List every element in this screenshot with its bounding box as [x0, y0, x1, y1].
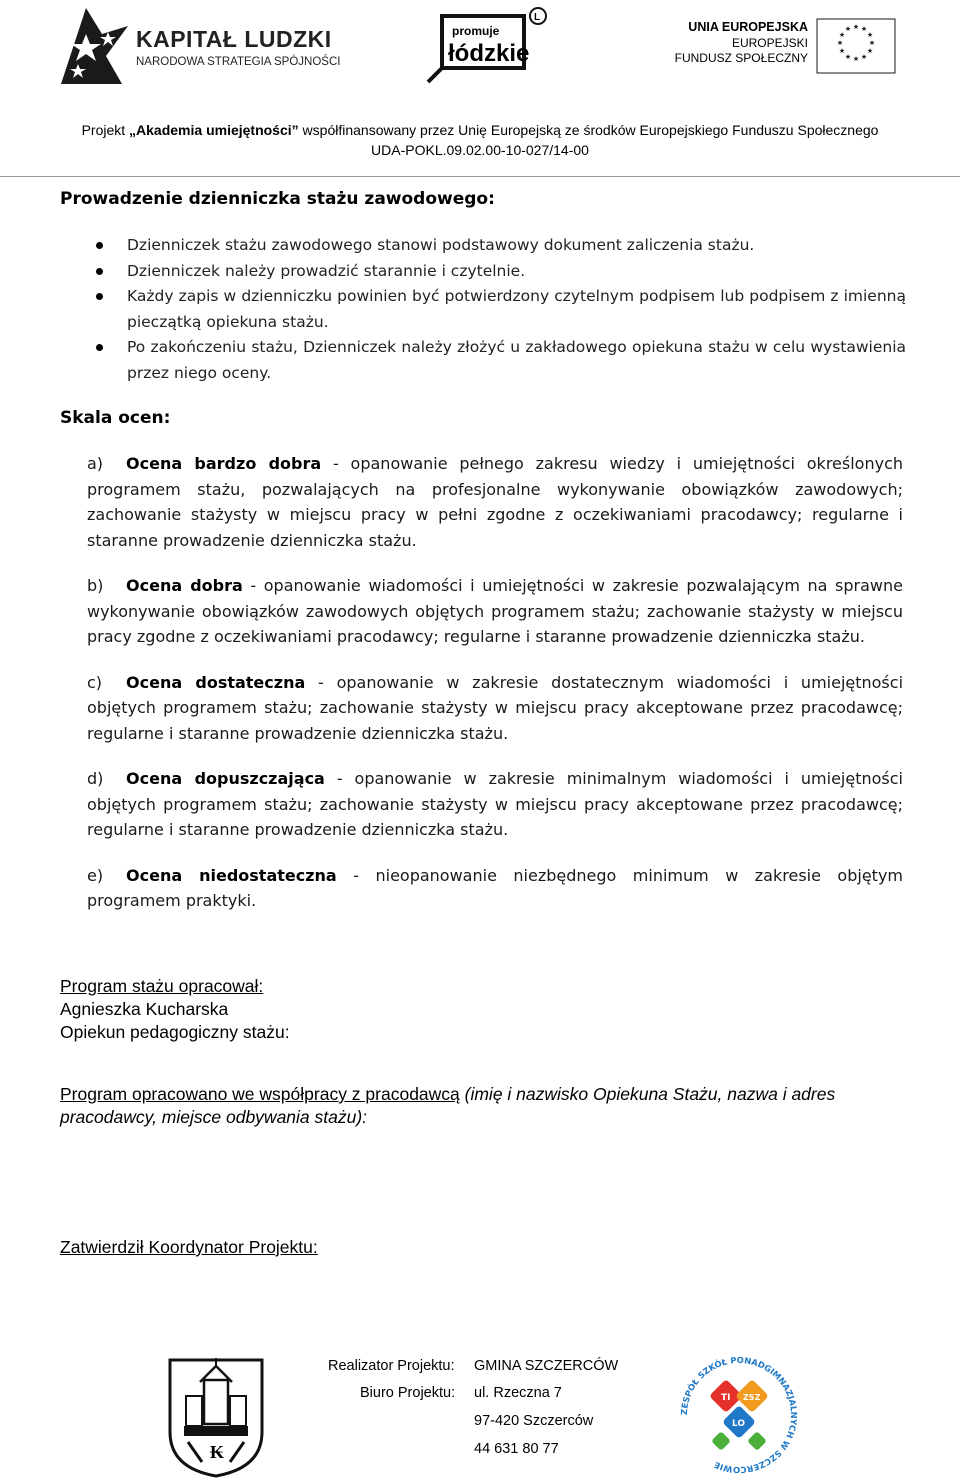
svg-text:★: ★: [868, 39, 876, 47]
kapital-ludzki-title: KAPITAŁ LUDZKI: [136, 26, 332, 52]
grade-name: Ocena niedostateczna: [126, 865, 337, 885]
grade-item: [87, 766, 903, 843]
realizator-label: Realizator Projektu:: [328, 1358, 455, 1374]
eu-logo: [674, 18, 896, 78]
grade-letter: a): [87, 454, 104, 473]
cooperation-note: (imię i nazwisko Opiekuna Stażu, nazwa i adres pracodawcy, miejsce odbywania stażu):: [60, 1084, 836, 1127]
svg-text:★: ★: [860, 53, 868, 61]
grade-scale-heading: Skala ocen:: [60, 408, 171, 428]
list-item: Dzienniczek stażu zawodowego stanowi podstawowy dokument zaliczenia stażu.: [94, 233, 906, 259]
kapital-ludzki-emblem-icon: [56, 4, 136, 88]
grade-letter: e): [87, 865, 104, 885]
project-name: „Akademia umiejętności”: [129, 122, 299, 138]
svg-text:₭: ₭: [210, 1442, 225, 1463]
kapital-ludzki-logo: [56, 4, 346, 88]
list-item: Po zakończeniu stażu, Dzienniczek należy złożyć u zakładowego opiekuna stażu w celu wystawienia przez niego oceny.: [94, 335, 906, 386]
biuro-street: ul. Rzeczna 7: [474, 1385, 562, 1401]
grade-description: - opanowanie pełnego zakresu wiedzy i umiejętności określonych programem stażu, pozwalających na profesjonalne wykonywanie obowiązków zawodowych; zachowanie stażysty w miejscu pracy w pełni zgodne z oczekiwaniami pracodawcy; regularne i staranne prowadzenie dzienniczka stażu.: [87, 454, 904, 550]
eu-line-2: EUROPEJSKI: [731, 36, 808, 50]
section-title: Prowadzenie dzienniczka stażu zawodowego:: [60, 189, 495, 209]
cooperation-block: [60, 1083, 900, 1129]
school-ti-label: TI: [721, 1393, 731, 1403]
school-lo-label: LO: [732, 1419, 746, 1429]
grade-scale-list: [87, 451, 903, 934]
approved-block: [60, 1236, 318, 1259]
project-suffix: współfinansowany przez Unię Europejską ze środków Europejskiego Funduszu Społecznego: [298, 122, 879, 138]
svg-text:★: ★: [852, 55, 860, 63]
svg-text:★: ★: [866, 47, 874, 55]
lodzkie-promuje-text: promuje: [452, 24, 500, 38]
prepared-by-name: Agnieszka Kucharska: [60, 999, 229, 1019]
grade-name: Ocena dostateczna: [126, 672, 306, 692]
grade-letter: d): [87, 769, 104, 788]
prepared-by-block: [60, 975, 290, 1044]
svg-text:★: ★: [836, 39, 844, 47]
kapital-ludzki-subtitle: NARODOWA STRATEGIA SPÓJNOŚCI: [136, 56, 341, 68]
prepared-by-label: Program stażu opracował:: [60, 976, 264, 996]
grade-description: - opanowanie wiadomości i umiejętności w zakresie pozwalającym na sprawne wykonywanie obowiązków zawodowych objętych programem stażu; zachowanie stażysty w miejscu pracy zgodne z oczekiwaniami pracodawcy; regularne i staranne prowadzenie dzienniczka stażu.: [87, 576, 904, 646]
grade-name: Ocena dobra: [126, 576, 243, 595]
svg-text:L: L: [534, 12, 541, 23]
grade-description: - opanowanie w zakresie minimalnym wiadomości i umiejętności objętych programem stażu; zachowanie stażysty w miejscu pracy akceptowane przez pracodawcę; regularne i staranne prowadzenie dzienniczka stażu.: [87, 769, 903, 839]
svg-text:★: ★: [838, 31, 846, 39]
grade-description: - opanowanie w zakresie dostatecznym wiadomości i umiejętności objętych programem stażu; zachowanie stażysty w miejscu pracy akceptowane przez pracodawcę; regularne i staranne prowadzenie dzienniczka stażu.: [87, 672, 904, 743]
eu-line-3: FUNDUSZ SPOŁECZNY: [674, 51, 808, 65]
rules-list: [94, 233, 906, 386]
grade-item: [87, 670, 903, 747]
eu-flag-icon: [816, 18, 896, 74]
biuro-phone: 44 631 80 77: [474, 1441, 559, 1457]
header-divider: [0, 176, 960, 177]
school-logo: [676, 1352, 802, 1478]
eu-line-1: UNIA EUROPEJSKA: [688, 20, 808, 34]
svg-text:★: ★: [866, 31, 874, 39]
svg-text:★: ★: [838, 47, 846, 55]
page-header: [0, 0, 960, 178]
grade-name: Ocena bardzo dobra: [126, 454, 322, 473]
grade-letter: c): [87, 672, 103, 692]
grade-name: Ocena dopuszczająca: [126, 769, 325, 788]
school-ring-text: ZESPÓŁ SZKÓŁ PONADGIMNAZJALNYCH W SZCZERCOWIE: [678, 1354, 800, 1476]
supervisor-label: Opiekun pedagogiczny stażu:: [60, 1022, 290, 1042]
project-code: UDA-POKL.09.02.00-10-027/14-00: [371, 142, 589, 158]
realizator-value: GMINA SZCZERCÓW: [474, 1358, 619, 1374]
school-zsz-label: ZSZ: [743, 1393, 761, 1402]
biuro-city: 97-420 Szczerców: [474, 1413, 594, 1429]
grade-item: [87, 573, 903, 650]
cooperation-label: Program opracowano we współpracy z pracodawcą: [60, 1084, 460, 1104]
project-line: [0, 122, 960, 138]
biuro-label: Biuro Projektu:: [360, 1385, 456, 1401]
project-prefix: Projekt: [81, 122, 130, 138]
svg-text:★: ★: [852, 23, 860, 31]
svg-text:★: ★: [844, 25, 852, 33]
grade-item: [87, 863, 903, 914]
grade-letter: b): [87, 576, 104, 595]
lodzkie-main-text: łódzkie: [448, 40, 530, 67]
grade-item: [87, 451, 903, 553]
approved-label: Zatwierdził Koordynator Projektu:: [60, 1237, 318, 1257]
promuje-lodzkie-logo: [412, 6, 552, 90]
svg-text:★: ★: [860, 25, 868, 33]
szczercow-coat-of-arms-icon: [166, 1356, 266, 1478]
list-item: Każdy zapis w dzienniczku powinien być potwierdzony czytelnym podpisem lub podpisem z imienną pieczątką opiekuna stażu.: [94, 284, 906, 335]
grade-description: - nieopanowanie niezbędnego minimum w zakresie objętym programem praktyki.: [87, 865, 903, 910]
svg-text:★: ★: [844, 53, 852, 61]
list-item: Dzienniczek należy prowadzić starannie i czytelnie.: [94, 259, 906, 285]
